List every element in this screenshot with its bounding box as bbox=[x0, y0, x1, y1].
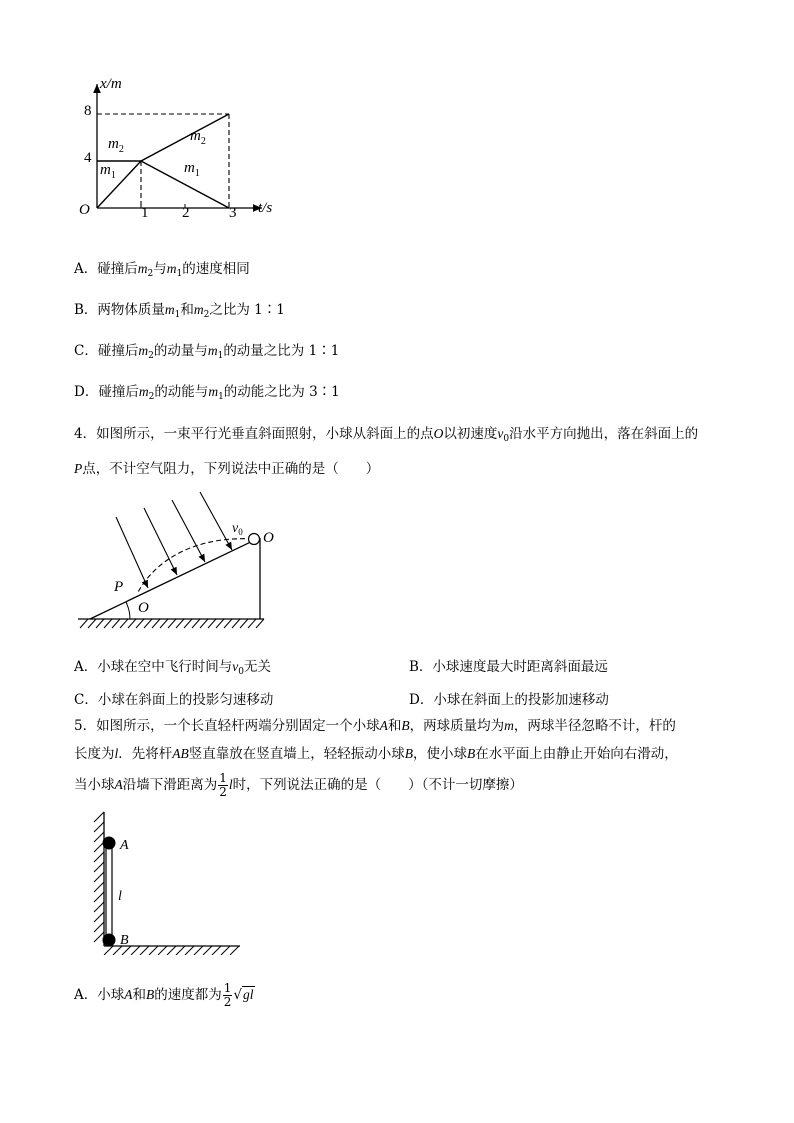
x-axis-label: t/s bbox=[258, 200, 273, 216]
label-P: P bbox=[114, 579, 124, 595]
label-B: B bbox=[120, 933, 129, 948]
q4-option-d[interactable]: D．小球在斜面上的投影加速移动 bbox=[409, 692, 609, 708]
q3-option-d[interactable]: D．碰撞后$m_2$的动能与$m_1$的动能之比为 3∶1 bbox=[74, 384, 340, 402]
q5-option-a[interactable]: A．小球A和B的速度都为 $\frac{1}{2}$ √gl bbox=[74, 981, 254, 1009]
q4-stem-line1: 4．如图所示，一束平行光垂直斜面照射，小球从斜面上的点O以初速度$v_0$沿水平方向抛出，落在斜面上的 bbox=[74, 426, 699, 444]
light-ray bbox=[116, 517, 148, 588]
incline-figure bbox=[74, 484, 274, 634]
series-line-m1 bbox=[97, 161, 229, 208]
origin-label: O bbox=[79, 202, 90, 218]
option-label: D． bbox=[74, 384, 99, 400]
q4-option-c[interactable]: C．小球在斜面上的投影匀速移动 bbox=[74, 692, 274, 708]
ball-B bbox=[103, 934, 116, 947]
y-axis-label: x/m bbox=[100, 76, 122, 92]
light-ray bbox=[172, 500, 205, 562]
fraction-one-half: $\frac{1}{2}$ bbox=[219, 771, 227, 799]
label-m1-right: $m_1$ bbox=[184, 160, 200, 179]
x-tick-2: 2 bbox=[182, 205, 190, 221]
xt-graph bbox=[72, 72, 292, 222]
angle-arc bbox=[126, 602, 130, 619]
option-label: A． bbox=[74, 261, 98, 277]
sqrt-symbol: √ bbox=[233, 987, 242, 1003]
trajectory bbox=[137, 539, 253, 594]
q5-stem-line2: 长度为l．先将杆AB竖直靠放在竖直墙上，轻轻振动小球B，使小球B在水平面上由静止开始向右滑动， bbox=[74, 746, 678, 762]
fraction-one-half: $\frac{1}{2}$ bbox=[223, 981, 232, 1009]
rod bbox=[106, 842, 112, 940]
label-A: A bbox=[120, 838, 129, 853]
label-m2-left: $m_2$ bbox=[108, 136, 124, 155]
sqrt-radicand: gl bbox=[243, 987, 254, 1002]
light-ray bbox=[200, 492, 232, 550]
q4-option-b[interactable]: B．小球速度最大时距离斜面最远 bbox=[409, 659, 608, 675]
ball-A bbox=[103, 837, 116, 850]
q3-option-b[interactable]: B．两物体质量$m_1$和$m_2$之比为 1∶1 bbox=[74, 302, 285, 320]
option-label: C． bbox=[74, 343, 98, 359]
q3-option-a[interactable]: A．碰撞后$m_2$与$m_1$的速度相同 bbox=[74, 261, 250, 279]
q4-stem-line2: P点，不计空气阻力，下列说法中正确的是（ ） bbox=[74, 461, 380, 477]
y-tick-4: 4 bbox=[84, 150, 92, 166]
x-tick-1: 1 bbox=[141, 205, 149, 221]
xt-plot-area bbox=[97, 114, 229, 208]
q4-option-a[interactable]: A．小球在空中飞行时间与$v_0$无关 bbox=[74, 659, 271, 677]
x-tick-3: 3 bbox=[229, 205, 237, 221]
q5-stem-line1: 5．如图所示，一个长直轻杆两端分别固定一个小球A和B，两球质量均为m，两球半径忽略不计，杆的 bbox=[74, 718, 676, 734]
label-m2-right: $m_2$ bbox=[190, 128, 206, 147]
ball bbox=[249, 534, 260, 545]
wall-hatching bbox=[94, 812, 104, 942]
q3-option-c[interactable]: C．碰撞后$m_2$的动量与$m_1$的动量之比为 1∶1 bbox=[74, 343, 340, 361]
label-v0: $v_0$ bbox=[232, 521, 243, 537]
rod-wall-figure bbox=[88, 810, 248, 955]
label-O-top: O bbox=[263, 530, 274, 546]
label-m1-left: $m_1$ bbox=[100, 162, 116, 181]
q5-stem-line3: 当小球A沿墙下滑距离为 $\frac{1}{2}$ l时，下列说法正确的是（ ）（不计一切摩擦） bbox=[74, 771, 523, 799]
ground-hatching bbox=[80, 619, 264, 628]
label-l: l bbox=[118, 889, 122, 904]
y-tick-8: 8 bbox=[84, 103, 92, 119]
label-O-angle: O bbox=[138, 600, 149, 616]
option-label: B． bbox=[74, 302, 98, 318]
